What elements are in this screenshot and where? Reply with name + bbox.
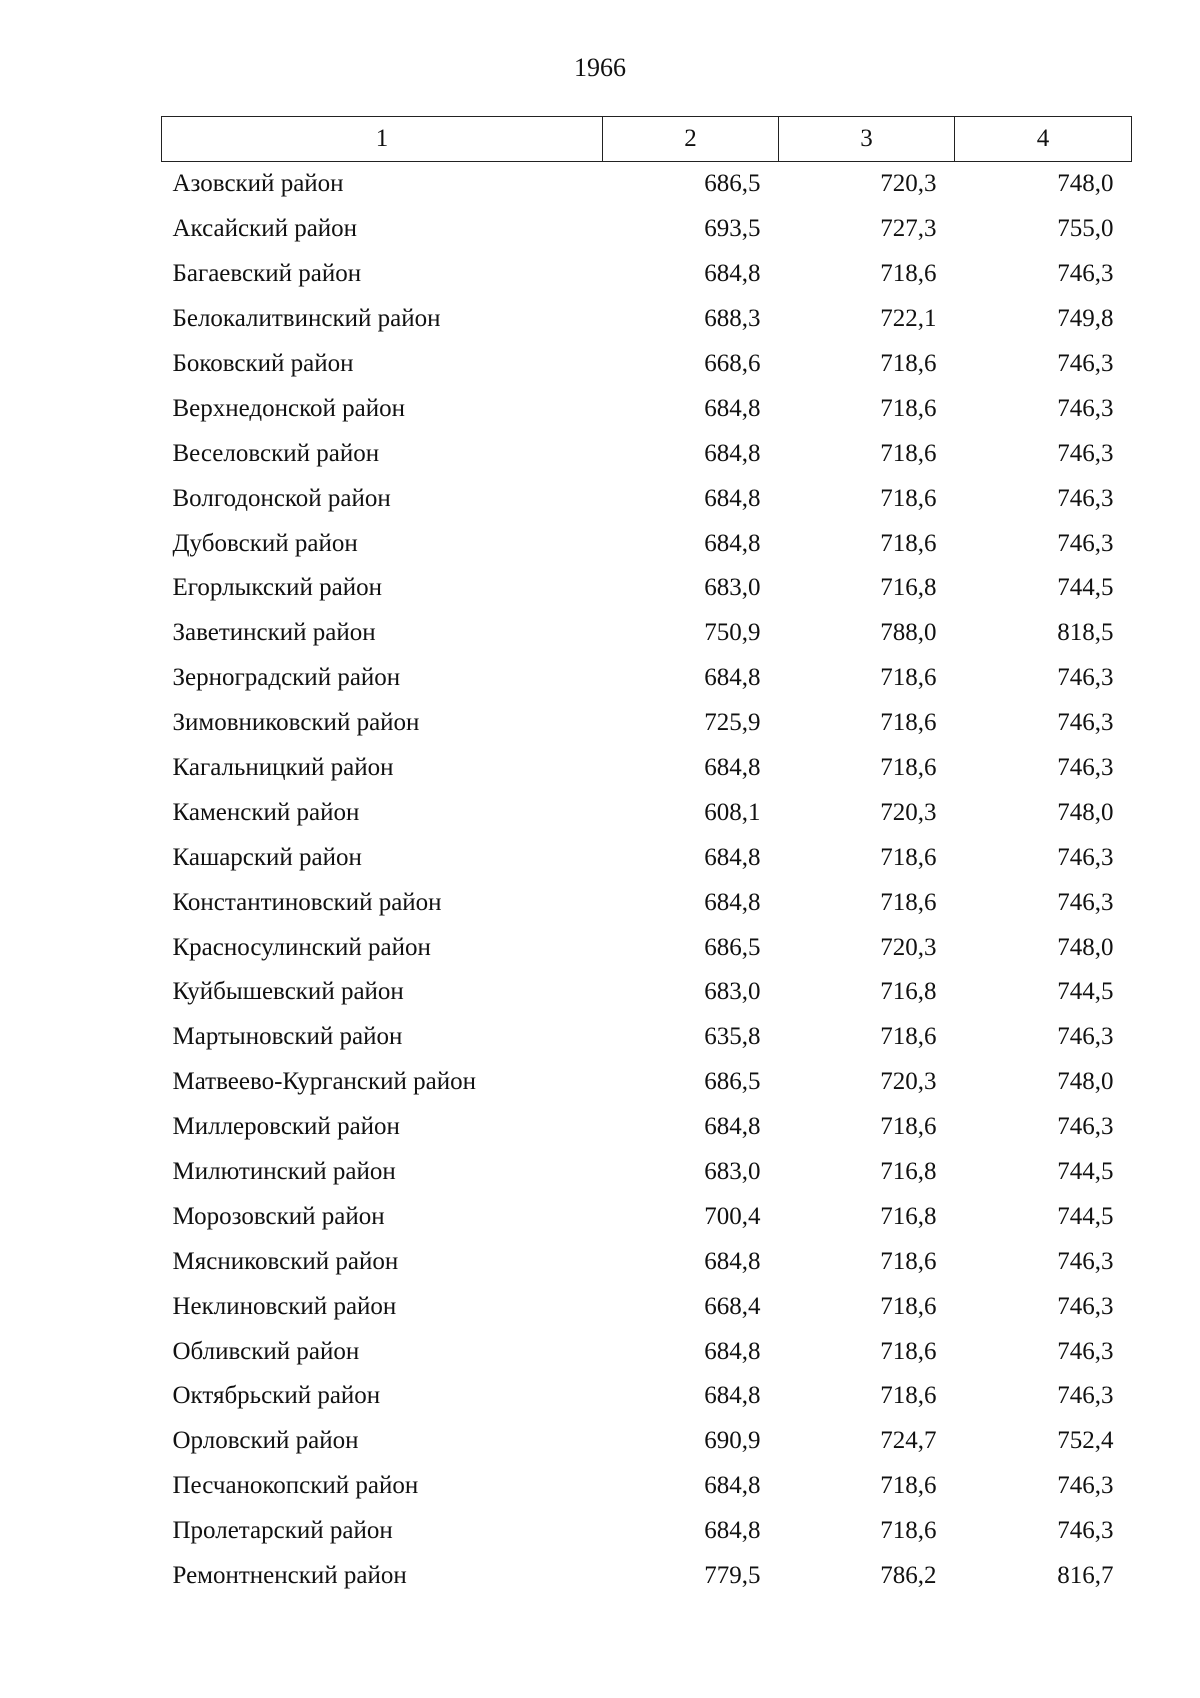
value-col-2: 684,8 [704, 754, 761, 782]
value-col-2: 635,8 [704, 1023, 761, 1051]
district-name: Волгодонской район [172, 484, 391, 512]
district-name: Верхнедонской район [172, 394, 405, 422]
district-name: Дубовский район [172, 529, 358, 557]
value-col-4: 746,3 [1057, 1472, 1114, 1500]
value-col-4: 746,3 [1057, 664, 1114, 692]
value-col-2: 750,9 [704, 619, 761, 647]
column-header-2: 2 [603, 117, 779, 162]
district-name: Неклиновский район [172, 1292, 397, 1320]
value-col-3: 727,3 [880, 215, 937, 243]
value-col-4: 748,0 [1057, 1068, 1114, 1096]
value-col-2: 690,9 [704, 1427, 761, 1455]
value-col-3: 718,6 [880, 1472, 937, 1500]
table-header [162, 117, 1132, 162]
district-name: Аксайский район [172, 215, 358, 243]
district-name: Константиновский район [172, 888, 442, 916]
value-col-3: 788,0 [880, 619, 937, 647]
value-col-4: 818,5 [1057, 619, 1114, 647]
value-col-4: 746,3 [1057, 394, 1114, 422]
table-row [162, 1239, 1132, 1284]
value-col-2: 683,0 [704, 978, 761, 1006]
value-col-4: 746,3 [1057, 709, 1114, 737]
value-col-3: 718,6 [880, 484, 937, 512]
value-col-2: 684,8 [704, 1247, 761, 1275]
value-col-4: 746,3 [1057, 1113, 1114, 1141]
value-col-3: 716,8 [880, 1158, 937, 1186]
value-col-3: 718,6 [880, 394, 937, 422]
table-row [162, 611, 1132, 656]
value-col-2: 668,6 [704, 350, 761, 377]
table-row [162, 1464, 1132, 1509]
value-col-3: 718,6 [880, 843, 937, 871]
value-col-3: 720,3 [880, 798, 937, 826]
table-row [162, 701, 1132, 746]
column-header-1: 1 [162, 117, 603, 162]
district-name: Зерноградский район [172, 664, 401, 692]
column-header-3: 3 [779, 117, 955, 162]
value-col-2: 684,8 [704, 484, 761, 512]
value-col-3: 718,6 [880, 439, 937, 467]
table-row [162, 252, 1132, 297]
value-col-2: 684,8 [704, 888, 761, 916]
table-row [162, 207, 1132, 252]
table-row [162, 746, 1132, 791]
value-col-3: 718,6 [880, 1023, 937, 1051]
value-col-4: 748,0 [1057, 798, 1114, 826]
districts-table [161, 116, 1132, 1599]
district-name: Пролетарский район [172, 1517, 393, 1545]
table-row [162, 521, 1132, 566]
district-name: Заветинский район [172, 619, 376, 647]
value-col-4: 748,0 [1057, 170, 1114, 198]
value-col-3: 718,6 [880, 1292, 937, 1320]
value-col-4: 746,3 [1057, 350, 1114, 377]
value-col-4: 746,3 [1057, 1382, 1114, 1410]
value-col-2: 684,8 [704, 529, 761, 557]
value-col-4: 746,3 [1057, 1292, 1114, 1320]
value-col-2: 700,4 [704, 1202, 761, 1230]
district-name: Азовский район [172, 170, 344, 198]
value-col-3: 718,6 [880, 709, 937, 737]
value-col-2: 779,5 [704, 1562, 761, 1590]
value-col-4: 755,0 [1057, 215, 1114, 243]
value-col-3: 724,7 [880, 1427, 937, 1455]
value-col-2: 686,5 [704, 170, 761, 198]
value-col-2: 684,8 [704, 664, 761, 692]
header-row [162, 117, 1132, 162]
value-col-3: 718,6 [880, 1247, 937, 1275]
value-col-2: 684,8 [704, 1472, 761, 1500]
value-col-2: 725,9 [704, 709, 761, 737]
value-col-2: 683,0 [704, 574, 761, 602]
district-name: Белокалитвинский район [172, 305, 441, 333]
value-col-2: 684,8 [704, 1382, 761, 1410]
value-col-3: 718,6 [880, 1337, 937, 1365]
value-col-2: 684,8 [704, 843, 761, 871]
district-name: Мартыновский район [172, 1023, 403, 1051]
table-row [162, 790, 1132, 835]
table-row [162, 970, 1132, 1015]
table-row [162, 566, 1132, 611]
value-col-4: 744,5 [1057, 1158, 1114, 1186]
value-col-2: 684,8 [704, 260, 761, 288]
value-col-2: 683,0 [704, 1158, 761, 1186]
district-name: Веселовский район [172, 439, 380, 467]
table-row [162, 1105, 1132, 1150]
value-col-4: 746,3 [1057, 888, 1114, 916]
table-body [162, 162, 1132, 1599]
district-name: Боковский район [172, 350, 354, 377]
value-col-4: 816,7 [1057, 1562, 1114, 1590]
page-number: 1966 [574, 53, 626, 82]
value-col-2: 693,5 [704, 215, 761, 243]
district-name: Орловский район [172, 1427, 359, 1455]
value-col-3: 718,6 [880, 888, 937, 916]
value-col-4: 746,3 [1057, 484, 1114, 512]
table-row [162, 1509, 1132, 1554]
district-name: Каменский район [172, 798, 360, 826]
value-col-4: 746,3 [1057, 1517, 1114, 1545]
value-col-3: 718,6 [880, 1113, 937, 1141]
district-name: Егорлыкский район [172, 574, 382, 602]
value-col-3: 716,8 [880, 574, 937, 602]
table-row [162, 1554, 1132, 1599]
district-name: Зимовниковский район [172, 709, 420, 737]
value-col-4: 748,0 [1057, 933, 1114, 961]
value-col-4: 744,5 [1057, 978, 1114, 1006]
table-row [162, 835, 1132, 880]
value-col-2: 686,5 [704, 933, 761, 961]
table-row [162, 162, 1132, 207]
value-col-3: 718,6 [880, 664, 937, 692]
table-row [162, 1419, 1132, 1464]
value-col-2: 684,8 [704, 439, 761, 467]
table-row [162, 880, 1132, 925]
table-row [162, 1015, 1132, 1060]
table-row [162, 476, 1132, 521]
value-col-3: 718,6 [880, 1517, 937, 1545]
value-col-4: 749,8 [1057, 305, 1114, 333]
value-col-4: 746,3 [1057, 754, 1114, 782]
table-row [162, 1284, 1132, 1329]
value-col-4: 746,3 [1057, 529, 1114, 557]
district-name: Кашарский район [172, 843, 362, 871]
value-col-2: 668,4 [704, 1292, 761, 1320]
value-col-2: 688,3 [704, 305, 761, 333]
value-col-4: 746,3 [1057, 1023, 1114, 1051]
value-col-3: 718,6 [880, 1382, 937, 1410]
table-row [162, 925, 1132, 970]
value-col-3: 716,8 [880, 1202, 937, 1230]
table-row [162, 342, 1132, 387]
table-row [162, 1150, 1132, 1195]
value-col-3: 718,6 [880, 350, 937, 377]
value-col-3: 720,3 [880, 933, 937, 961]
column-header-4: 4 [955, 117, 1132, 162]
value-col-3: 718,6 [880, 529, 937, 557]
value-col-3: 718,6 [880, 260, 937, 288]
value-col-4: 746,3 [1057, 260, 1114, 288]
value-col-2: 686,5 [704, 1068, 761, 1096]
table-row [162, 1329, 1132, 1374]
value-col-4: 746,3 [1057, 439, 1114, 467]
value-col-2: 684,8 [704, 1517, 761, 1545]
district-name: Багаевский район [172, 260, 362, 288]
table-row [162, 431, 1132, 476]
value-col-4: 746,3 [1057, 843, 1114, 871]
district-name: Октябрьский район [172, 1382, 381, 1410]
value-col-3: 720,3 [880, 1068, 937, 1096]
table-row [162, 1060, 1132, 1105]
value-col-4: 744,5 [1057, 574, 1114, 602]
value-col-2: 684,8 [704, 394, 761, 422]
district-name: Мясниковский район [172, 1247, 399, 1275]
table-row [162, 1194, 1132, 1239]
district-name: Ремонтненский район [172, 1562, 407, 1590]
district-name: Миллеровский район [172, 1113, 400, 1141]
value-col-2: 684,8 [704, 1337, 761, 1365]
value-col-4: 746,3 [1057, 1337, 1114, 1365]
district-name: Песчанокопский район [172, 1472, 419, 1500]
table-row [162, 386, 1132, 431]
table-row [162, 297, 1132, 342]
value-col-3: 720,3 [880, 170, 937, 198]
value-col-4: 746,3 [1057, 1247, 1114, 1275]
district-name: Морозовский район [172, 1202, 385, 1230]
district-name: Красносулинский район [172, 933, 431, 961]
district-name: Матвеево-Курганский район [172, 1068, 477, 1096]
table-row [162, 656, 1132, 701]
value-col-2: 684,8 [704, 1113, 761, 1141]
value-col-4: 744,5 [1057, 1202, 1114, 1230]
value-col-3: 786,2 [880, 1562, 937, 1590]
district-name: Обливский район [172, 1337, 360, 1365]
value-col-3: 722,1 [880, 305, 937, 333]
value-col-3: 718,6 [880, 754, 937, 782]
district-name: Милютинский район [172, 1158, 396, 1186]
value-col-3: 716,8 [880, 978, 937, 1006]
table-row [162, 1374, 1132, 1419]
value-col-2: 608,1 [704, 798, 761, 826]
district-name: Куйбышевский район [172, 978, 404, 1006]
value-col-4: 752,4 [1057, 1427, 1114, 1455]
district-name: Кагальницкий район [172, 754, 394, 782]
